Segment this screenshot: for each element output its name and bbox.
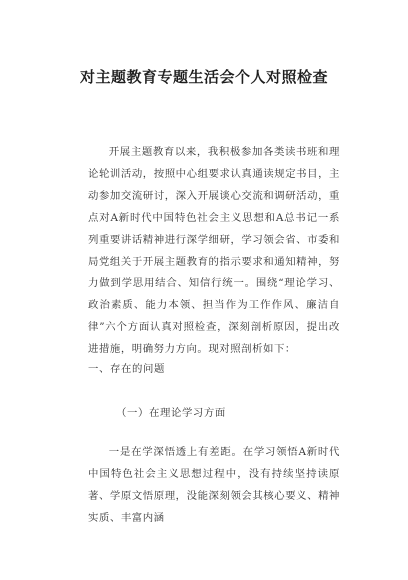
document-title: 对主题教育专题生活会个人对照检查	[79, 68, 328, 86]
body-paragraph: 一是在学深悟透上有差距。在学习领悟A新时代中国特色社会主义思想过程中，没有持续坚持读原著、学原文悟原理，没能深刻领会其核心要义、精神实质、丰富内涵	[88, 446, 340, 524]
intro-paragraph: 开展主题教育以来，我积极参加各类读书班和理论轮训活动，按照中心组要求认真通读规定书目，主动参加交流研讨，深入开展谈心交流和调研活动，重点对A新时代中国特色社会主义思想和A总书记一系列重要讲话精神进行深学细研，学习领会省、市委和局党组关于开展主题教育的指示要求和通知精神，努力做到学思用结合、知信行统一。围绕“理论学习、政治素质、能力本领、担当作为工作作风、廉洁自律”六个方面认真对照检查，深刻剖析原因，提出改进措施，明确努力方向。现对照剖析如下：	[88, 146, 340, 356]
section-heading: 一、存在的问题	[88, 363, 165, 375]
subsection-heading: （一）在理论学习方面	[116, 407, 226, 419]
